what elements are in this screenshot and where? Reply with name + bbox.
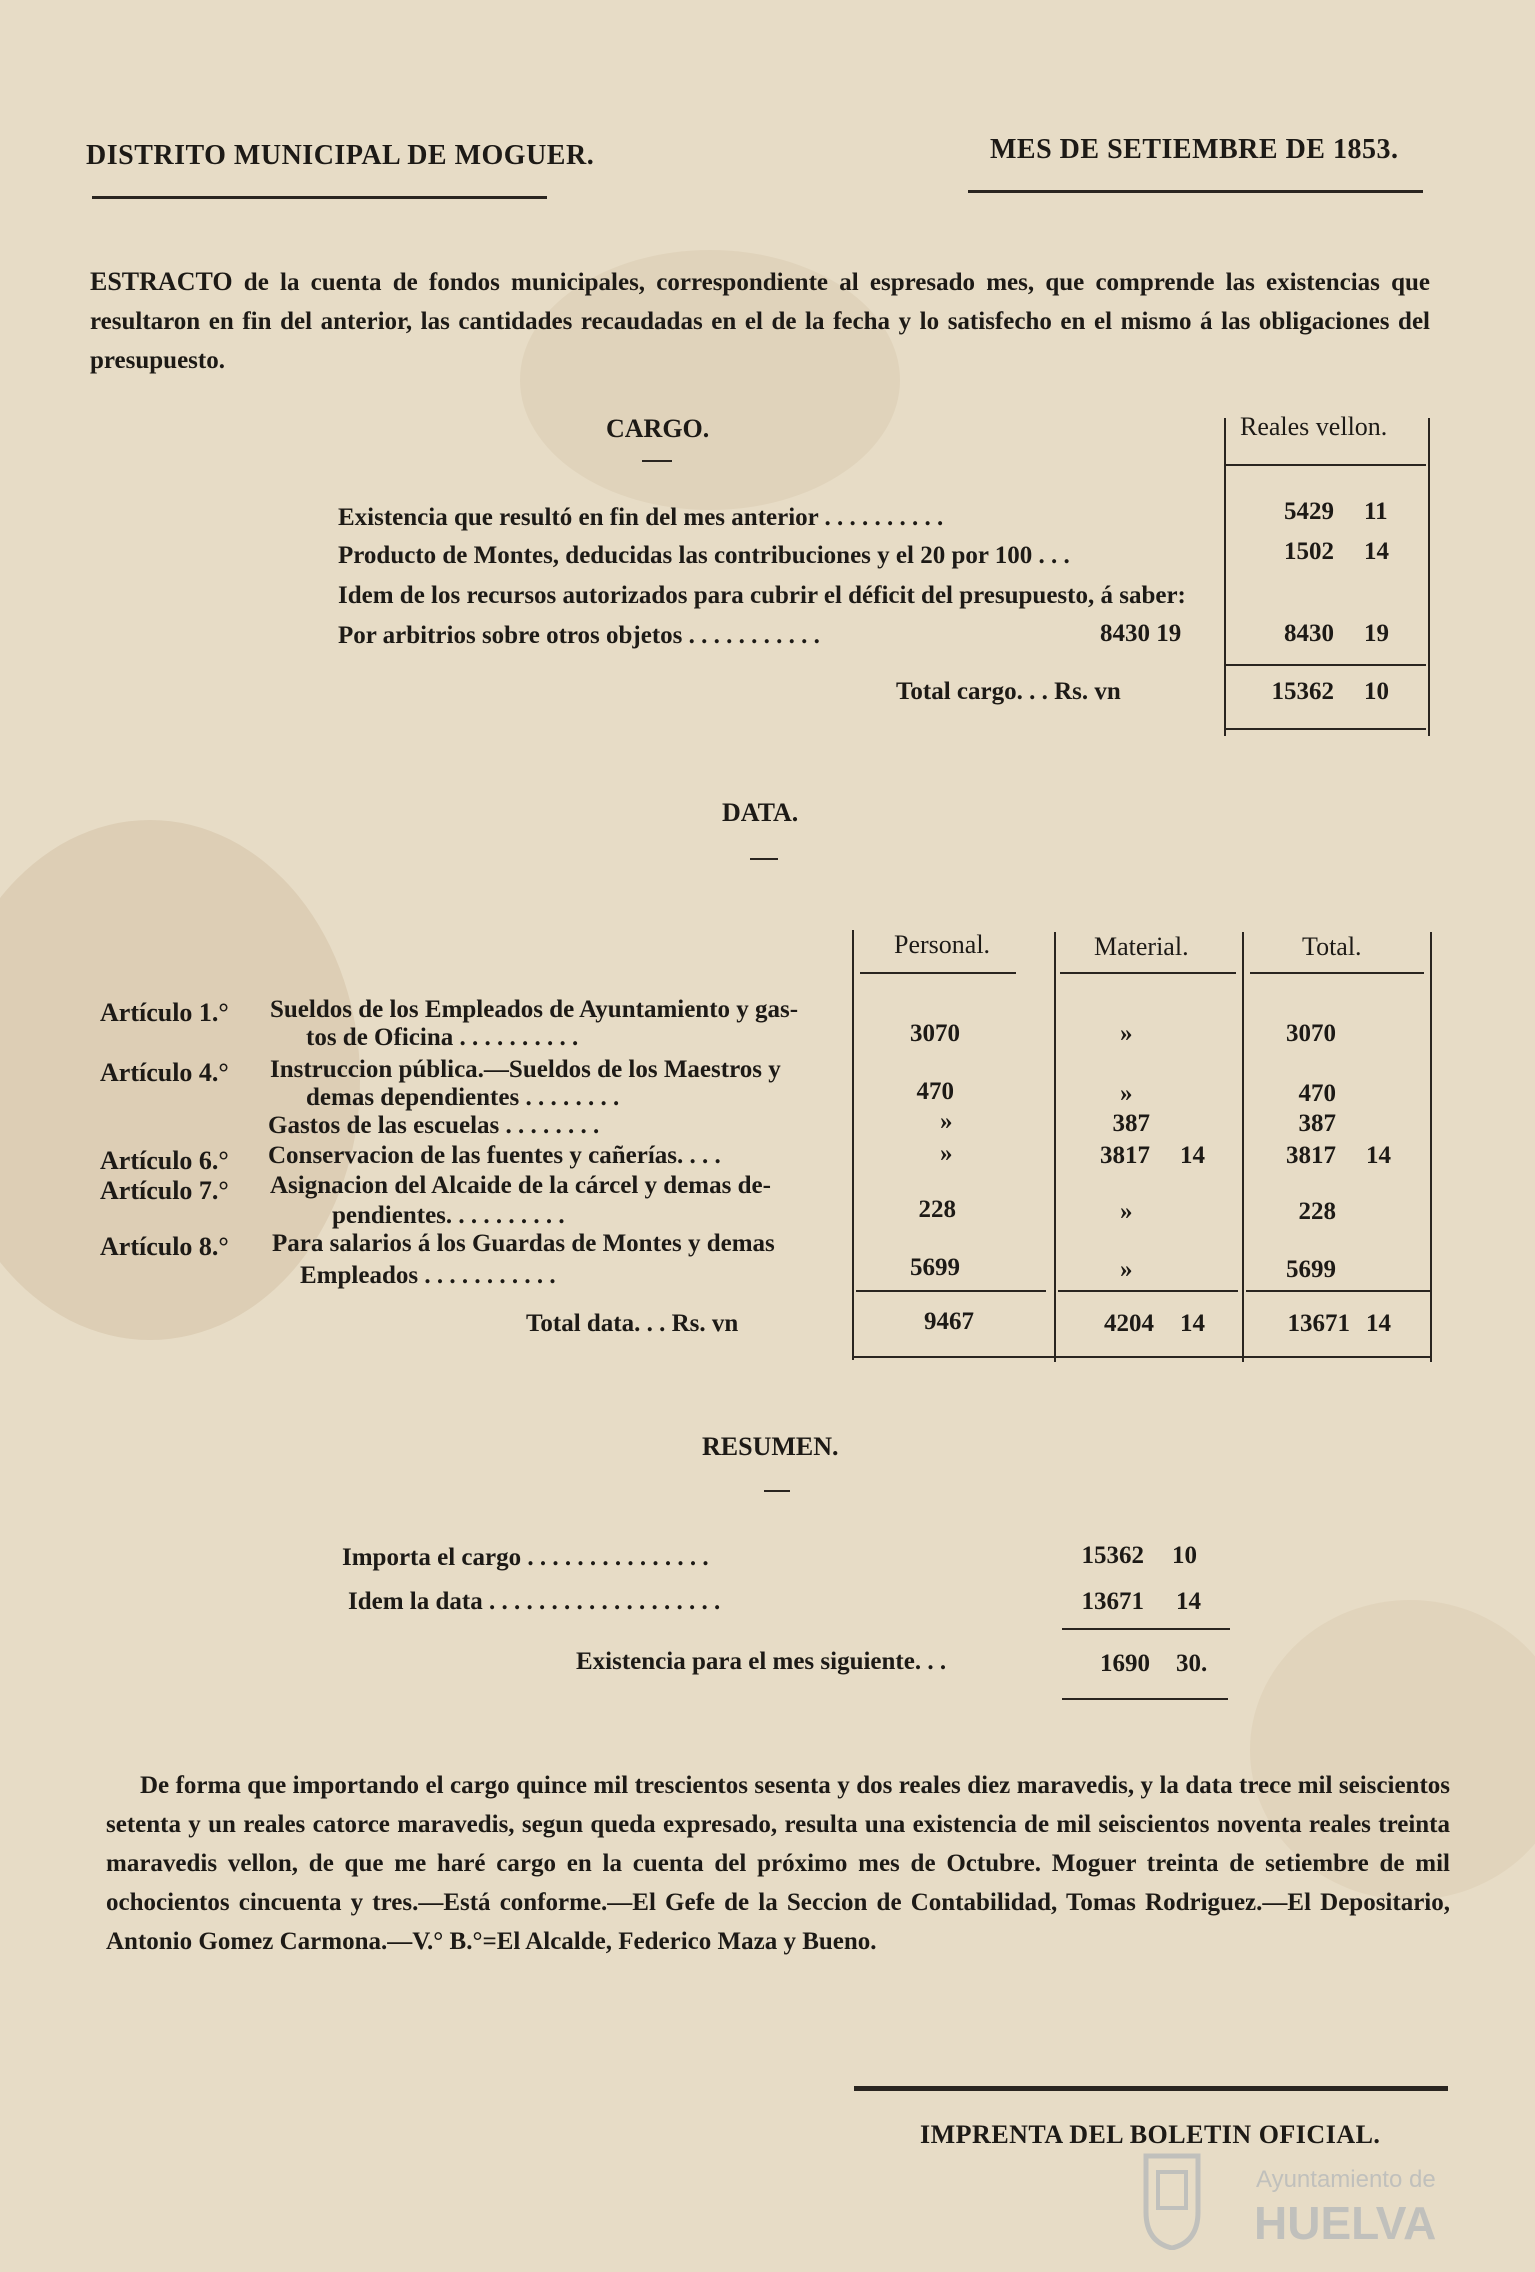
data-total-material-mrs: 14: [1180, 1310, 1205, 1337]
cargo-row-subtotal: 8430 19: [1100, 620, 1182, 647]
data-header-rule: [1250, 972, 1424, 974]
data-row-total-mrs: 14: [1366, 1142, 1391, 1169]
data-total-rule: [1246, 1290, 1430, 1292]
data-row-line2: demas dependientes . . . . . . . .: [306, 1084, 620, 1111]
data-rule-3: [1242, 932, 1244, 1362]
data-rule-1: [852, 930, 854, 1360]
data-row-personal: 470: [916, 1078, 954, 1105]
data-row-article: Artículo 6.°: [100, 1146, 229, 1175]
resumen-row-reales: 15362: [1081, 1542, 1144, 1569]
data-bottom-rule: [852, 1356, 1432, 1358]
data-row-line2: Empleados . . . . . . . . . . .: [300, 1262, 556, 1289]
data-total-material: 4204: [1104, 1310, 1154, 1337]
data-row-total: 3070: [1286, 1020, 1336, 1047]
cargo-row-label: Idem de los recursos autorizados para cubrir el déficit del presupuesto, á saber:: [338, 582, 1186, 609]
data-row-personal: »: [940, 1140, 953, 1167]
data-row-article: Artículo 1.°: [100, 998, 229, 1027]
cargo-col-header: Reales vellon.: [1240, 412, 1388, 441]
resumen-existencia-reales: 1690: [1100, 1650, 1150, 1677]
resumen-rule: [1062, 1628, 1230, 1630]
data-row-personal: 228: [918, 1196, 956, 1223]
cargo-row-maravedis: 14: [1364, 538, 1389, 565]
cargo-row-reales: 5429: [1284, 498, 1334, 525]
cargo-title-dash: [642, 460, 672, 462]
data-rule-4: [1430, 932, 1432, 1362]
resumen-row-reales: 13671: [1081, 1588, 1144, 1615]
intro-lead: ESTRACTO: [90, 267, 233, 296]
resumen-title-dash: [764, 1490, 790, 1492]
resumen-bottom-rule: [1062, 1698, 1228, 1700]
data-row-line1: Sueldos de los Empleados de Ayuntamiento y gas-: [270, 996, 799, 1023]
resumen-existencia-maravedis: 30.: [1176, 1650, 1208, 1677]
resumen-row-label: Idem la data . . . . . . . . . . . . . . . . . . .: [348, 1588, 721, 1615]
data-row-material: »: [1120, 1080, 1133, 1107]
cargo-total-reales: 15362: [1271, 678, 1334, 705]
cargo-col-header-rule: [1226, 464, 1426, 466]
data-row-material: »: [1120, 1198, 1133, 1225]
district-title: DISTRITO MUNICIPAL DE MOGUER.: [86, 140, 595, 171]
cargo-total-maravedis: 10: [1364, 678, 1389, 705]
watermark-line2: HUELVA: [1254, 2197, 1437, 2249]
data-row-material: »: [1120, 1020, 1133, 1047]
data-row-total: 470: [1298, 1080, 1336, 1107]
cargo-row-maravedis: 19: [1364, 620, 1389, 647]
cargo-bottom-rule: [1226, 728, 1426, 730]
data-row-material: »: [1120, 1256, 1133, 1283]
resumen-existencia-label: Existencia para el mes siguiente. . .: [576, 1648, 947, 1675]
month-title: MES DE SETIEMBRE DE 1853.: [990, 134, 1399, 165]
data-title: DATA.: [722, 798, 799, 827]
data-row-article: Artículo 8.°: [100, 1232, 229, 1261]
data-total-rule: [856, 1290, 1046, 1292]
data-row-material: 3817: [1100, 1142, 1150, 1169]
intro-text: de la cuenta de fondos municipales, correspondiente al espresado mes, que comprende las existencias que resultaron en fin del anterior, las cantidades recaudadas en el de la fecha y lo satisfecho en el mismo á las obligaciones del presupuesto.: [90, 269, 1431, 374]
data-row-material: 387: [1112, 1110, 1150, 1137]
data-total-rule: [1058, 1290, 1238, 1292]
header-rule-left: [92, 196, 547, 199]
data-total-personal: 9467: [924, 1308, 974, 1335]
data-row-line2: tos de Oficina . . . . . . . . . .: [306, 1024, 579, 1051]
data-title-dash: [750, 858, 778, 860]
data-col-personal: Personal.: [894, 930, 991, 959]
data-rule-2: [1054, 932, 1056, 1362]
cargo-row-label: Producto de Montes, deducidas las contribuciones y el 20 por 100 . . .: [338, 542, 1070, 569]
data-total-total-mrs: 14: [1366, 1310, 1391, 1337]
cargo-title: CARGO.: [606, 414, 710, 443]
cargo-total-label: Total cargo. . . Rs. vn: [896, 678, 1121, 705]
intro-paragraph: [90, 262, 1430, 380]
cargo-total-rule: [1226, 664, 1426, 666]
data-row-article: Artículo 4.°: [100, 1058, 229, 1087]
data-row-personal: »: [940, 1108, 953, 1135]
cargo-row-reales: 1502: [1284, 538, 1334, 565]
cargo-row-maravedis: 11: [1364, 498, 1388, 525]
huelva-crest-icon: [1140, 2150, 1204, 2250]
resumen-row-maravedis: 10: [1172, 1542, 1197, 1569]
data-header-rule: [1060, 972, 1236, 974]
data-row-line1: Conservacion de las fuentes y cañerías. . . .: [268, 1142, 721, 1169]
watermark-line1: Ayuntamiento de: [1256, 2166, 1436, 2193]
data-row-personal: 3070: [910, 1020, 960, 1047]
data-row-total: 228: [1298, 1198, 1336, 1225]
data-total-label: Total data. . . Rs. vn: [526, 1310, 739, 1337]
resumen-title: RESUMEN.: [702, 1432, 839, 1461]
data-row-personal: 5699: [910, 1254, 960, 1281]
resumen-row-label: Importa el cargo . . . . . . . . . . . . . . .: [342, 1544, 709, 1571]
data-row-material-mrs: 14: [1180, 1142, 1205, 1169]
imprint-rule: [854, 2086, 1448, 2091]
data-row-total: 3817: [1286, 1142, 1336, 1169]
cargo-row-label: Existencia que resultó en fin del mes anterior . . . . . . . . . .: [338, 504, 944, 531]
data-row-line1: Instruccion pública.—Sueldos de los Maestros y: [270, 1056, 781, 1083]
data-total-total: 13671: [1287, 1310, 1350, 1337]
data-row-total: 5699: [1286, 1256, 1336, 1283]
closing-paragraph: De forma que importando el cargo quince mil trescientos sesenta y dos reales diez maravedis, y la data trece mil seiscientos setenta y un reales catorce maravedis, segun queda expresado, resulta una existencia de mil seiscientos noventa reales treinta maravedis vellon, de que me haré cargo en la cuenta del próximo mes de Octubre. Moguer treinta de setiembre de mil ochocientos cincuenta y tres.—Está conforme.—El Gefe de la Seccion de Contabilidad, Tomas Rodriguez.—El Depositario, Antonio Gomez Carmona.—V.° B.°=El Alcalde, Federico Maza y Bueno.: [106, 1772, 1450, 1955]
data-row-line1: Asignacion del Alcaide de la cárcel y demas de-: [270, 1172, 771, 1199]
cargo-row-label: Por arbitrios sobre otros objetos . . . . . . . . . . .: [338, 622, 820, 649]
data-col-material: Material.: [1094, 932, 1189, 961]
data-row-line1: Para salarios á los Guardas de Montes y demas: [272, 1230, 775, 1257]
data-header-rule: [860, 972, 1016, 974]
data-row-line2: pendientes. . . . . . . . . .: [332, 1202, 565, 1229]
data-row-total: 387: [1298, 1110, 1336, 1137]
data-row-article: Artículo 7.°: [100, 1176, 229, 1205]
header-rule-right: [968, 190, 1423, 193]
resumen-row-maravedis: 14: [1176, 1588, 1201, 1615]
cargo-col-rule-right: [1428, 418, 1430, 736]
data-row-line1: Gastos de las escuelas . . . . . . . .: [268, 1112, 600, 1139]
imprint-text: IMPRENTA DEL BOLETIN OFICIAL.: [920, 2120, 1381, 2149]
data-col-total: Total.: [1302, 932, 1362, 961]
cargo-row-reales: 8430: [1284, 620, 1334, 647]
